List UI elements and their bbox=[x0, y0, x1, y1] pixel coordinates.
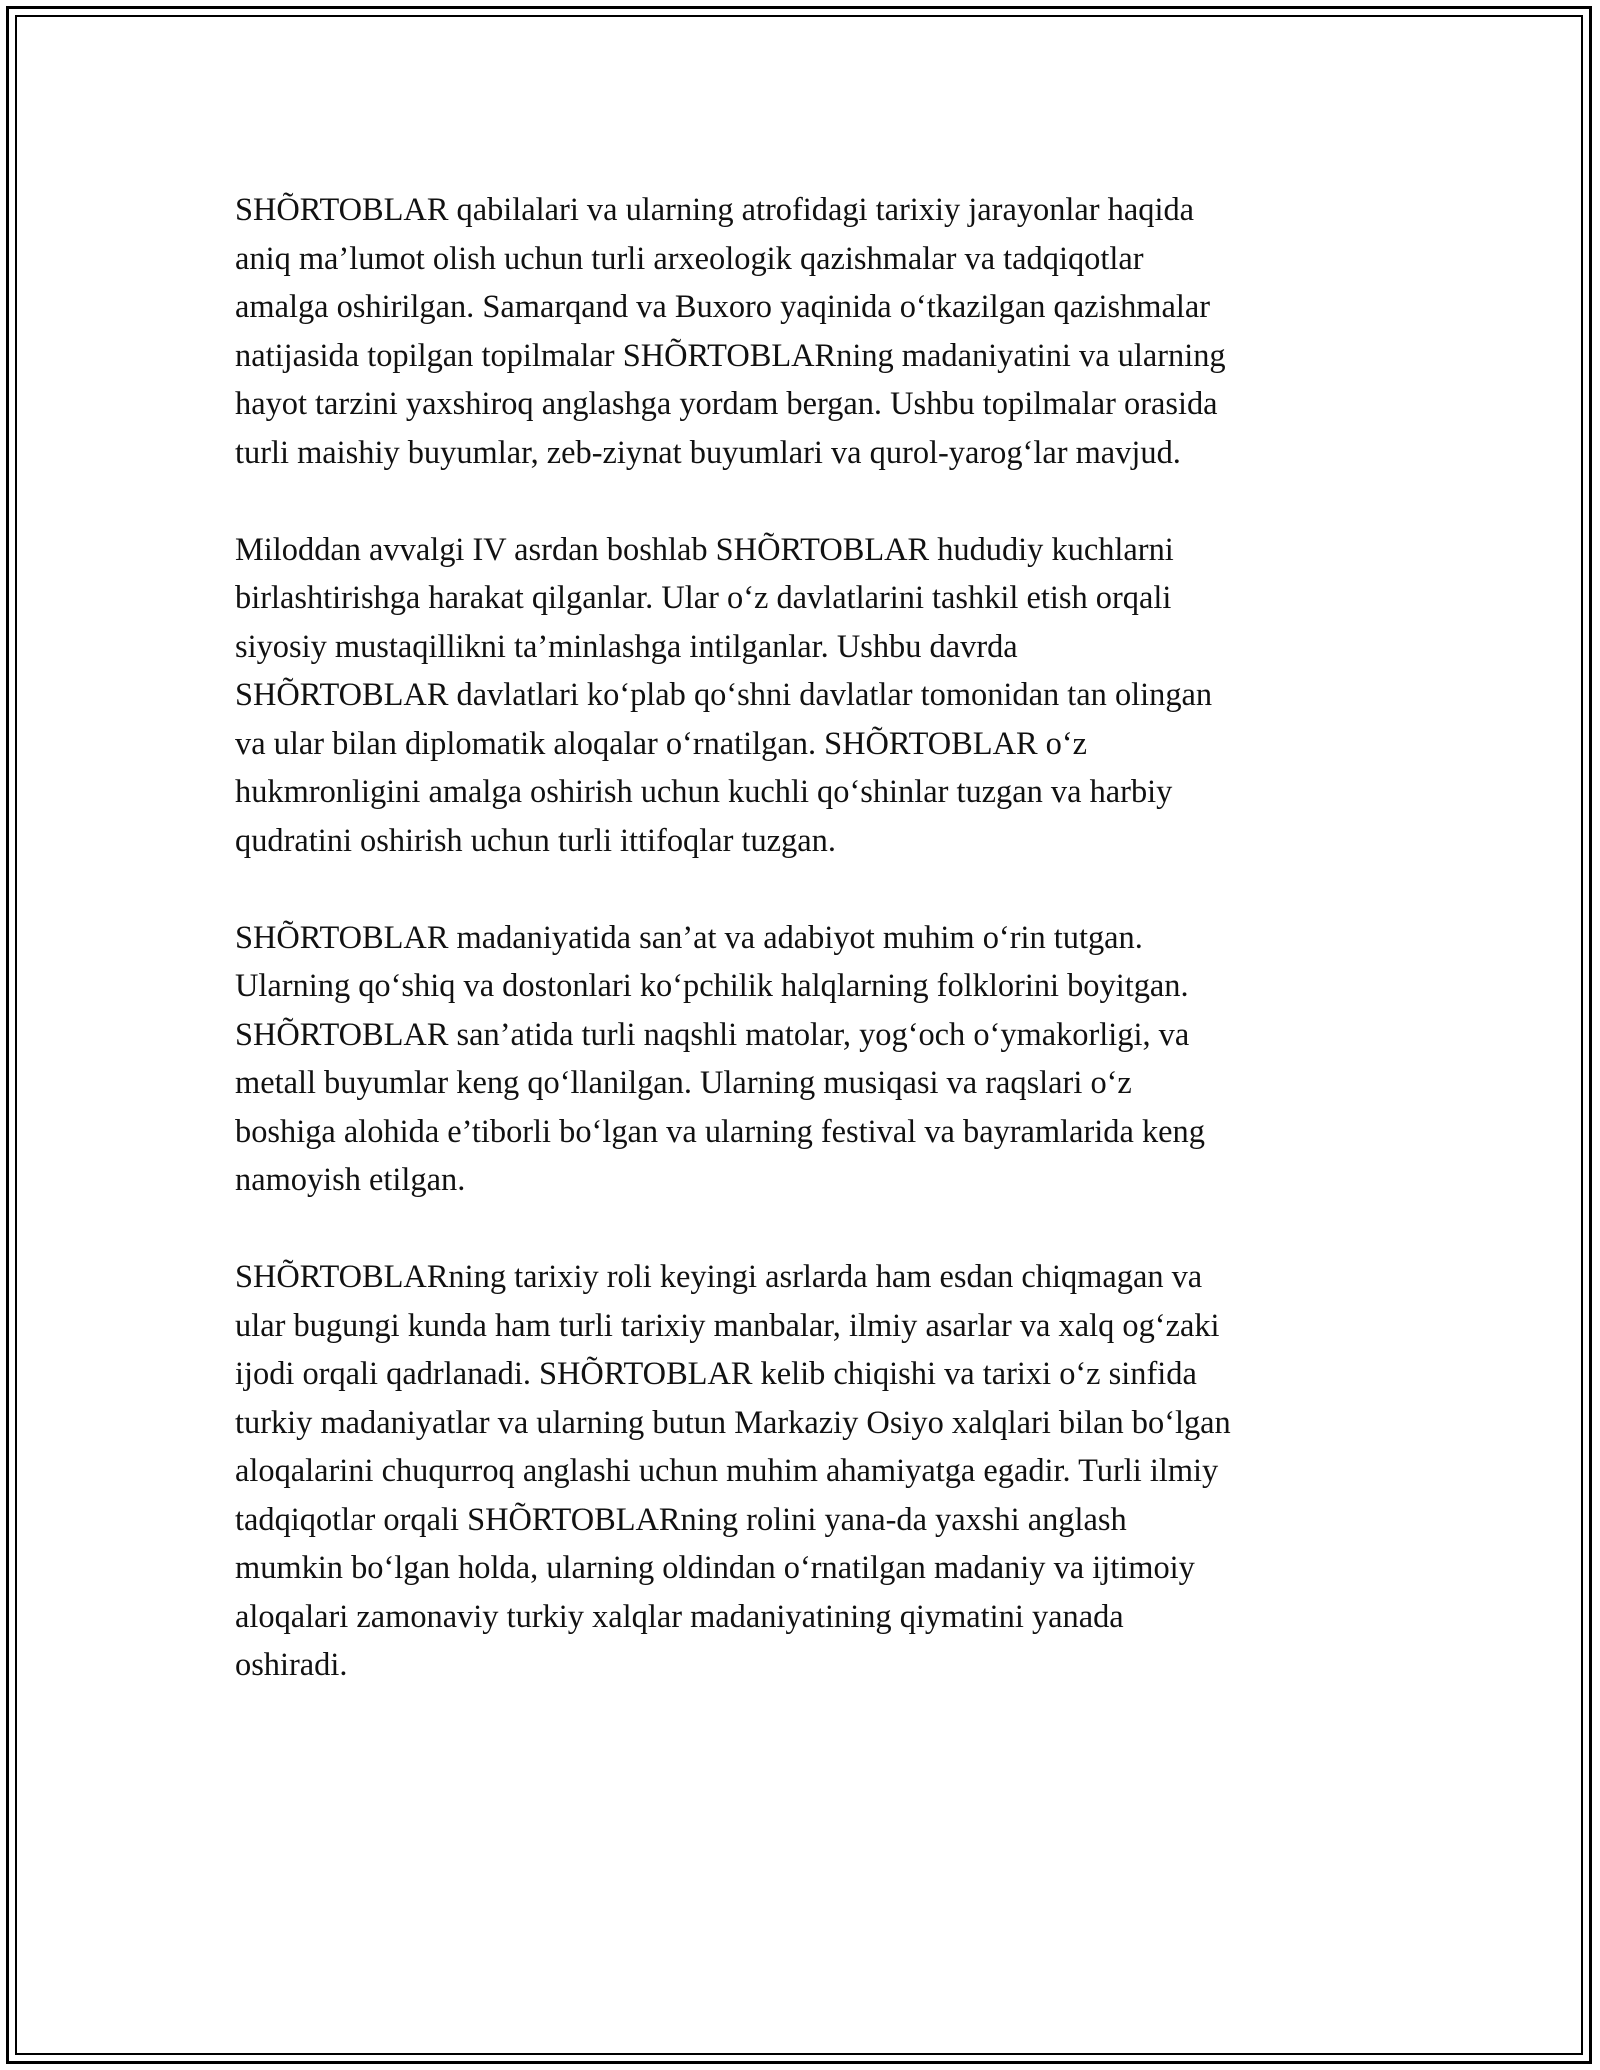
text-line: SHÕRTOBLARning tarixiy roli keyingi asrlarda ham esdan chiqmagan va bbox=[235, 1259, 1203, 1295]
text-line: qudratini oshirish uchun turli ittifoqlar tuzgan. bbox=[235, 822, 836, 859]
text-line: metall buyumlar keng qo‘llanilgan. Ularning musiqasi va raqslari o‘z bbox=[235, 1065, 1132, 1101]
text-line: turli maishiy buyumlar, zeb-ziynat buyumlari va qurol-yarog‘lar mavjud. bbox=[235, 434, 1181, 471]
text-line: Miloddan avvalgi IV asrdan boshlab SHÕRTOBLAR hududiy kuchlarni bbox=[235, 531, 1174, 568]
text-line: namoyish etilgan. bbox=[235, 1162, 466, 1198]
text-line: SHÕRTOBLAR madaniyatida san’at va adabiyot muhim o‘rin tutgan. bbox=[235, 919, 1143, 956]
text-line: ijodi orqali qadrlanadi. SHÕRTOBLAR kelib chiqishi va tarixi o‘z sinfida bbox=[235, 1356, 1197, 1392]
text-line: amalga oshirilgan. Samarqand va Buxoro yaqinida o‘tkazilgan qazishmalar bbox=[235, 289, 1211, 325]
paragraph-2 bbox=[235, 526, 1375, 866]
text-line: va ular bilan diplomatik aloqalar o‘rnatilgan. SHÕRTOBLAR o‘z bbox=[235, 725, 1088, 762]
paragraph-4 bbox=[235, 1253, 1375, 1690]
text-line: SHÕRTOBLAR qabilalari va ularning atrofidagi tarixiy jarayonlar haqida bbox=[235, 192, 1195, 228]
text-line: tadqiqotlar orqali SHÕRTOBLARning rolini yana-da yaxshi anglash bbox=[235, 1501, 1127, 1538]
paragraph-3 bbox=[235, 914, 1375, 1205]
text-line: hayot tarzini yaxshiroq anglashga yordam bergan. Ushbu topilmalar orasida bbox=[235, 386, 1218, 422]
text-line: SHÕRTOBLAR san’atida turli naqshli matolar, yog‘och o‘ymakorligi, va bbox=[235, 1016, 1190, 1053]
text-line: boshiga alohida e’tiborli bo‘lgan va ularning festival va bayramlarida keng bbox=[235, 1113, 1205, 1150]
text-line: mumkin bo‘lgan holda, ularning oldindan o‘rnatilgan madaniy va ijtimoiy bbox=[235, 1550, 1195, 1586]
paragraph-1 bbox=[235, 186, 1375, 477]
text-line: aloqalari zamonaviy turkiy xalqlar madaniyatining qiymatini yanada bbox=[235, 1598, 1124, 1635]
text-line: siyosiy mustaqillikni ta’minlashga intilganlar. Ushbu davrda bbox=[235, 628, 1018, 665]
text-line: turkiy madaniyatlar va ularning butun Markaziy Osiyo xalqlari bilan bo‘lgan bbox=[235, 1404, 1231, 1441]
text-line: Ularning qo‘shiq va dostonlari ko‘pchilik halqlarning folklorini boyitgan. bbox=[235, 968, 1189, 1004]
text-line: SHÕRTOBLAR davlatlari ko‘plab qo‘shni davlatlar tomonidan tan olingan bbox=[235, 677, 1213, 713]
document-body bbox=[235, 186, 1375, 1738]
text-line: natijasida topilgan topilmalar SHÕRTOBLARning madaniyatini va ularning bbox=[235, 337, 1226, 374]
text-line: aniq ma’lumot olish uchun turli arxeologik qazishmalar va tadqiqotlar bbox=[235, 240, 1144, 277]
text-line: aloqalarini chuqurroq anglashi uchun muhim ahamiyatga egadir. Turli ilmiy bbox=[235, 1453, 1219, 1489]
text-line: ular bugungi kunda ham turli tarixiy manbalar, ilmiy asarlar va xalq og‘zaki bbox=[235, 1307, 1220, 1344]
text-line: oshiradi. bbox=[235, 1647, 348, 1683]
text-line: birlashtirishga harakat qilganlar. Ular o‘z davlatlarini tashkil etish orqali bbox=[235, 580, 1172, 616]
text-line: hukmronligini amalga oshirish uchun kuchli qo‘shinlar tuzgan va harbiy bbox=[235, 774, 1173, 810]
